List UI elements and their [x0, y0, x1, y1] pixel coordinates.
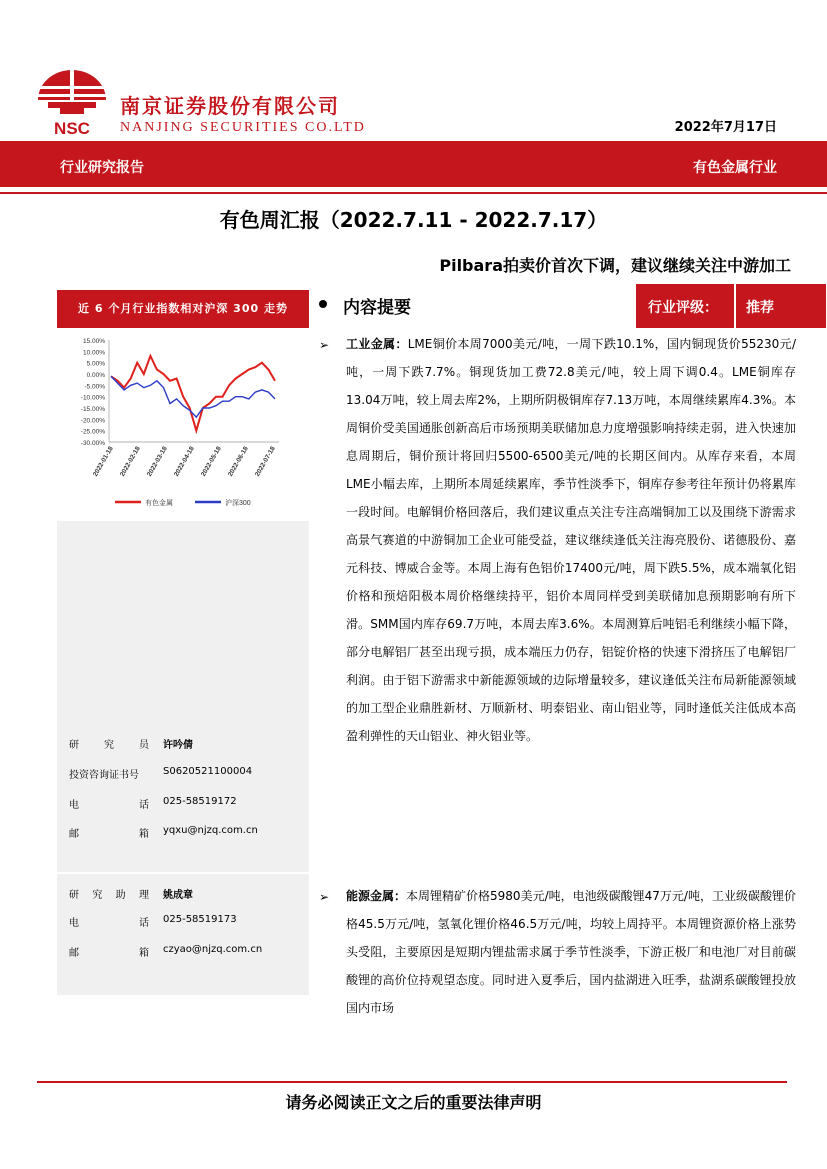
- energy-metals-text: 本周锂精矿价格5980美元/吨，电池级碳酸锂47万元/吨，工业级碳酸锂价格45.5万元/吨，氢氧化锂价格46.5万元/吨，均较上周持平。本周锂资源价格上涨势头受阻，主要原因是短期内锂盐需求属于季节性淡季，下游正极厂和电池厂对目前碳酸锂的高价位持观望态度。同时进入夏季后，国内盐湖进入旺季，盐湖系碳酸锂投放国内市场: [346, 889, 796, 1015]
- arrow-bullet-icon: ➢: [319, 338, 330, 352]
- y-tick-label: 5.00%: [86, 360, 105, 368]
- company-name-en: NANJING SECURITIES CO.LTD: [120, 120, 366, 135]
- email-label: 邮 箱: [69, 829, 149, 840]
- report-type: 行业研究报告: [60, 160, 144, 176]
- phone-row: [57, 788, 309, 815]
- bullet-icon: [319, 300, 327, 308]
- assistant-phone-row: [57, 906, 309, 933]
- analyst-row: [57, 728, 309, 755]
- series-line-nonferrous: [111, 356, 275, 431]
- x-tick-label: 2022-07-18: [254, 445, 277, 478]
- y-tick-label: -10.00%: [80, 394, 105, 402]
- analyst-name: 许吟倩: [163, 740, 193, 751]
- cert-number: S0620521100004: [163, 766, 253, 777]
- arrow-bullet-icon: ➢: [319, 890, 330, 904]
- y-tick-label: 10.00%: [82, 349, 105, 357]
- analyst-phone: 025-58519172: [163, 796, 237, 807]
- industrial-metals-paragraph: [346, 330, 796, 750]
- logo-text: NSC: [54, 119, 90, 138]
- x-tick-label: 2022-06-18: [227, 445, 250, 478]
- relative-trend-chart: [57, 328, 309, 521]
- y-tick-label: -20.00%: [80, 417, 105, 425]
- email-row: [57, 817, 309, 844]
- industrial-metals-text: LME铜价本周7000美元/吨，一周下跌10.1%，国内铜现货价55230元/吨，一周下跌7.7%。铜现货加工费72.8美元/吨，较上周下调0.4。LME铜库存13.04万吨，较上周去库2%，上期所阴极铜库存7.13万吨，本周继续累库4.3%。本周铜价受美国通胀创新高后市场预期美联储加息力度增强影响持续走弱，进入快速加息周期后，铜价预计将回归5500-6500美元/吨的长期区间内。从库存来看，本周LME小幅去库，上期所本周延续累库，季节性淡季下，铜库存参考往年预计仍将累库一段时间。电解铜价格回落后，我们建议重点关注专注高端铜加工以及围绕下游需求高景气赛道的中游铜加工企业可能受益，建议继续逢低关注海亮股份、诺德股份、嘉元科技、博威合金等。本周上海有色铝价17400元/吨，周下跌5.5%，成本端氧化铝价格和预焙阳极本周价格继续持平，铝价本周同样受到美联储加息预期影响有所下滑。SMM国内库存69.7万吨，本周去库3.6%。本周测算后吨铝毛利继续小幅下降，部分电解铝厂甚至出现亏损，成本端压力仍存，铝锭价格的快速下滑挤压了电解铝厂利润。由于铝下游需求中新能源领域的边际增量较多，建议逢低关注布局新能源领域的加工型企业鼎胜新材、万顺新材、明泰铝业、南山铝业等，同时逢低关注低成本高盈利弹性的天山铝业、神火铝业等。: [346, 337, 796, 743]
- y-tick-label: -25.00%: [80, 428, 105, 436]
- cert-label: 投资咨询证书号: [69, 770, 139, 781]
- x-tick-label: 2022-02-18: [119, 445, 142, 478]
- analyst-email[interactable]: yqxu@njzq.com.cn: [163, 825, 258, 836]
- report-date: 2022年7月17日: [674, 120, 777, 135]
- assistant-name: 姚成章: [163, 890, 193, 901]
- y-tick-label: -5.00%: [84, 383, 105, 391]
- x-tick-label: 2022-03-18: [146, 445, 169, 478]
- footer-divider: [37, 1081, 787, 1083]
- assistant-email-row: [57, 936, 309, 963]
- assistant-email[interactable]: czyao@njzq.com.cn: [163, 944, 263, 955]
- legend-label: 沪深300: [225, 500, 251, 507]
- sidebar-separator: [57, 872, 309, 874]
- series-line-hs300: [111, 376, 275, 417]
- y-tick-label: -30.00%: [80, 440, 105, 447]
- rating-value: 推荐: [746, 300, 774, 316]
- legend-label: 有色金属: [145, 500, 173, 507]
- rating-divider: [734, 284, 736, 328]
- chart-svg: [57, 328, 309, 521]
- header-bar: [0, 141, 827, 187]
- energy-metals-paragraph: [346, 882, 796, 1022]
- report-title: 有色周汇报（2022.7.11 - 2022.7.17）: [219, 208, 608, 232]
- y-tick-label: 15.00%: [82, 338, 105, 345]
- phone-label: 电 话: [69, 918, 149, 929]
- analyst-role-label: 研 究 员: [69, 740, 149, 751]
- chart-title-bar: [57, 290, 309, 328]
- legal-disclaimer: 请务必阅读正文之后的重要法律声明: [285, 1093, 542, 1112]
- report-subtitle: Pilbara拍卖价首次下调，建议继续关注中游加工: [439, 256, 791, 275]
- industrial-metals-label: 工业金属：: [346, 337, 408, 351]
- x-tick-label: 2022-04-18: [173, 445, 196, 478]
- header-divider: [0, 192, 827, 194]
- industry-rating: [636, 284, 826, 328]
- y-tick-label: -15.00%: [80, 406, 105, 413]
- rating-label: 行业评级：: [648, 300, 718, 316]
- energy-metals-label: 能源金属：: [346, 889, 407, 903]
- nsc-logo: [34, 66, 110, 138]
- company-name-cn: 南京证券股份有限公司: [120, 94, 340, 118]
- summary-heading: 内容提要: [343, 298, 411, 318]
- industry-name: 有色金属行业: [693, 160, 777, 176]
- email-label: 邮 箱: [69, 948, 149, 959]
- assistant-phone: 025-58519173: [163, 914, 237, 925]
- assistant-role-label: 研 究 助 理: [69, 890, 149, 901]
- phone-label: 电 话: [69, 800, 149, 811]
- x-tick-label: 2022-01-18: [92, 445, 115, 478]
- cert-row: [57, 758, 309, 785]
- chart-title: 近 6 个月行业指数相对沪深 300 走势: [78, 302, 288, 315]
- y-tick-label: 0.00%: [86, 372, 105, 379]
- x-tick-label: 2022-05-18: [200, 445, 223, 478]
- assistant-row: [57, 878, 309, 905]
